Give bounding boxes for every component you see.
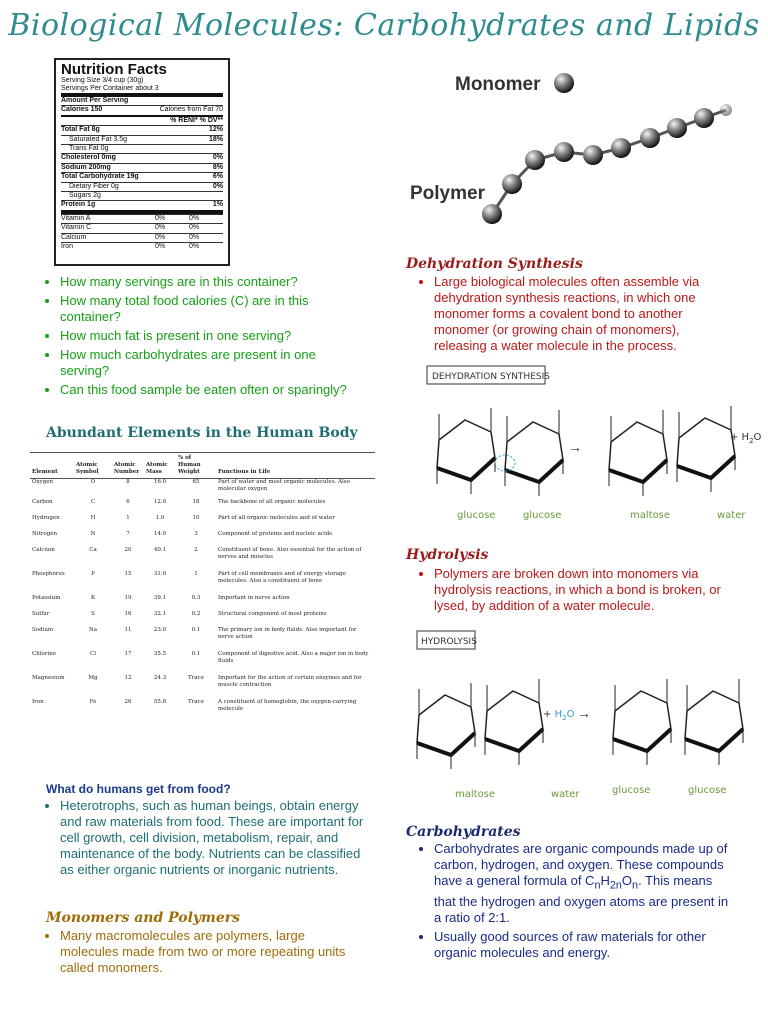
- caption-glucose-1: glucose: [457, 510, 496, 521]
- ring-bold-edge: [613, 729, 671, 751]
- elements-table: [30, 452, 375, 761]
- table-cell: Phosphorus: [32, 570, 65, 577]
- table-cell: Na: [88, 626, 98, 633]
- nutrient-row: Sodium 200mg 8%: [61, 163, 223, 171]
- hydrolysis-heading: Hydrolysis: [406, 547, 489, 563]
- table-cell: K: [90, 594, 96, 601]
- monomers-heading: Monomers and Polymers: [46, 910, 241, 926]
- table-row: [30, 547, 375, 571]
- table-cell: 0.1: [191, 650, 201, 657]
- table-cell: 18: [192, 498, 200, 505]
- table-cell: Part of cell membranes and of energy storage molecules. Also a constituent of bone: [218, 570, 346, 584]
- caption-maltose: maltose: [455, 789, 496, 800]
- table-cell: Potassium: [32, 594, 61, 601]
- reaction-arrow-icon: →: [568, 439, 582, 455]
- table-cell: 2: [194, 546, 198, 553]
- polymer-bead: [502, 174, 522, 194]
- monomers-bullet: • Many macromolecules are polymers, large molecules made from two or more repeating units called monomers.: [60, 928, 358, 976]
- table-row: [30, 611, 375, 627]
- table-cell: 0.1: [191, 626, 201, 633]
- table-header-cell: Functions in Life: [216, 453, 375, 479]
- table-cell: 32.1: [153, 610, 167, 617]
- table-cell: 0.2: [191, 610, 201, 617]
- table-header-cell: Atomic Number: [112, 453, 144, 479]
- vitamin-row: Vitamin A 0% 0%: [61, 214, 223, 223]
- carbohydrates-bullet-2: • Usually good sources of raw materials for other organic molecules and energy.: [434, 929, 732, 961]
- carbohydrates-text: [412, 841, 732, 964]
- table-cell: O: [90, 479, 96, 485]
- question-item: • How much fat is present in one serving?: [60, 328, 358, 344]
- polymer-chain: [482, 104, 732, 224]
- dehydration-diagram: [405, 360, 760, 525]
- table-cell: Trace: [188, 698, 204, 705]
- table-cell: 1.0: [155, 514, 165, 521]
- table-header-cell: Atomic Symbol: [74, 453, 112, 479]
- nutrient-row: Total Carbohydrate 19g 6%: [61, 173, 223, 181]
- amount-per-serving: Amount Per Serving: [61, 93, 223, 105]
- table-cell: 55.8: [153, 698, 167, 705]
- dehydration-heading: Dehydration Synthesis: [406, 256, 583, 272]
- polymer-bead: [611, 138, 631, 158]
- question-item: • How many total food calories (C) are in this container?: [60, 293, 358, 325]
- polymer-bead: [720, 104, 732, 116]
- table-cell: Magnesium: [32, 674, 65, 681]
- ring-bold-edge: [609, 460, 667, 482]
- dv-header: % RENI* % DV**: [61, 115, 223, 125]
- plus-water-text: + $H_2O$: [543, 709, 575, 722]
- table-cell: Important for the action of certain enzymes and for muscle contraction: [218, 674, 362, 688]
- table-cell: Trace: [188, 674, 204, 681]
- table-cell: Important in nerve action: [218, 594, 290, 601]
- table-cell: 35.5: [153, 650, 167, 657]
- vitamin-row: Vitamin C 0% 0%: [61, 223, 223, 232]
- table-cell: 8: [126, 479, 130, 485]
- table-cell: 65: [192, 479, 200, 485]
- dehydration-bullet: • Large biological molecules often assemble via dehydration synthesis reactions, in which one monomer forms a covalent bond to another monomer (or growing chain of monomers), releasing a water molecule in the process.: [434, 274, 732, 354]
- polymer-bead: [667, 118, 687, 138]
- table-cell: 1: [126, 514, 130, 521]
- table-cell: Structural component of most proteins: [218, 610, 327, 617]
- table-cell: The primary ion in body fluids. Also important for nerve action: [218, 626, 357, 640]
- table-cell: 6: [126, 498, 130, 505]
- hydrolysis-bullet: • Polymers are broken down into monomers via hydrolysis reactions, in which a bond is broken, or lysed, by addition of a water molecule.: [434, 566, 742, 614]
- food-bullet: • Heterotrophs, such as human beings, obtain energy and raw materials from food. These are important for cell growth, cell division, metabolism, repair, and maintenance of the body. Nutrients can be classified as either organic nutrients or inorganic nutrients.: [60, 798, 368, 878]
- nutrition-facts-label: [54, 58, 230, 266]
- table-row: [30, 571, 375, 595]
- food-heading: What do humans get from food?: [46, 782, 231, 796]
- nutrition-heading: Nutrition Facts: [61, 61, 167, 78]
- monomer-label: Monomer: [455, 74, 541, 95]
- ring-bold-edge: [685, 729, 743, 751]
- hydrolysis-diagram: [405, 625, 760, 805]
- table-cell: 1: [194, 570, 198, 577]
- table-cell: S: [91, 610, 95, 617]
- table-row: [30, 595, 375, 611]
- dehydration-label: DEHYDRATION SYNTHESIS: [432, 372, 550, 382]
- table-cell: Nitrogen: [32, 530, 58, 537]
- question-item: • Can this food sample be eaten often or sparingly?: [60, 382, 358, 398]
- ring-bold-edge: [417, 733, 475, 755]
- table-cell: N: [90, 530, 96, 537]
- table-cell: 12: [124, 674, 132, 681]
- plus-water-text: + $H_2O$: [730, 432, 762, 445]
- table-cell: Sodium: [32, 626, 54, 633]
- carbohydrates-heading: Carbohydrates: [406, 824, 521, 840]
- table-cell: P: [91, 570, 95, 577]
- page-title: Biological Molecules: Carbohydrates and Lipids: [8, 8, 760, 43]
- food-text: [38, 798, 368, 881]
- table-cell: Mg: [88, 674, 98, 681]
- caption-glucose-2: glucose: [688, 785, 727, 796]
- vitamin-row: Iron 0% 0%: [61, 242, 223, 251]
- dehydration-text: [412, 274, 732, 357]
- table-cell: 16.0: [153, 479, 167, 485]
- table-cell: 17: [124, 650, 132, 657]
- question-list: [38, 274, 358, 401]
- hydrolysis-text: [412, 566, 742, 617]
- caption-maltose: maltose: [630, 510, 671, 521]
- table-cell: Iron: [32, 698, 44, 705]
- serving-size: Serving Size 3/4 cup (30g): [61, 77, 144, 84]
- table-cell: A constituent of hemoglobin, the oxygen-carrying molecule: [218, 698, 357, 712]
- table-cell: 31.0: [153, 570, 167, 577]
- table-header-cell: % of Human Weight: [176, 453, 216, 479]
- table-cell: 15: [124, 570, 132, 577]
- monomer-polymer-diagram: [400, 56, 750, 256]
- nutrient-row: Total Fat 8g 12%: [61, 126, 223, 134]
- table-header-cell: Atomic Mass: [144, 453, 176, 479]
- nutrient-row: Protein 1g 1%: [61, 201, 223, 209]
- table-row: [30, 675, 375, 699]
- calories-row: Calories 150 Calories from Fat 70: [61, 106, 223, 114]
- table-cell: 26: [124, 698, 132, 705]
- table-cell: 39.1: [153, 594, 167, 601]
- question-item: • How much carbohydrates are present in one serving?: [60, 347, 358, 379]
- ring-bold-edge: [505, 460, 563, 482]
- carbohydrates-bullet-1: • Carbohydrates are organic compounds made up of carbon, hydrogen, and oxygen. These compounds have a general formula of $C_nH_{2n}O_n$. This means that the hydrogen and oxygen atoms are present in a ratio of 2:1.: [434, 841, 732, 926]
- table-cell: 23.0: [153, 626, 167, 633]
- servings-per-container: Servings Per Container about 3: [61, 85, 159, 92]
- ring-bold-edge: [437, 458, 495, 480]
- table-cell: 0.3: [191, 594, 201, 601]
- table-cell: Component of proteins and nucleic acids: [218, 530, 333, 537]
- table-cell: Part of all organic molecules and of water: [218, 514, 335, 521]
- table-cell: Ca: [89, 546, 97, 553]
- caption-glucose-1: glucose: [612, 785, 651, 796]
- ring-bold-edge: [677, 456, 735, 478]
- table-cell: 10: [192, 514, 200, 521]
- table-cell: Calcium: [32, 546, 55, 553]
- polymer-bead: [525, 150, 545, 170]
- table-cell: C: [90, 498, 96, 505]
- nutrient-rows: [61, 125, 223, 210]
- table-cell: 3: [194, 530, 198, 537]
- table-row: [30, 499, 375, 515]
- table-cell: Constituent of bone. Also essential for the action of nerves and muscles: [218, 546, 362, 560]
- nutrient-row: Trans Fat 0g: [61, 144, 223, 153]
- table-cell: Cl: [90, 650, 96, 657]
- table-cell: 40.1: [153, 546, 167, 553]
- monomers-text: [38, 928, 358, 979]
- table-cell: 12.0: [153, 498, 167, 505]
- reaction-arrow-icon: →: [577, 705, 591, 721]
- vitamin-rows: [61, 214, 223, 252]
- table-cell: 20: [124, 546, 132, 553]
- nutrient-row: Dietary Fiber 0g 0%: [61, 182, 223, 191]
- table-cell: Part of water and most organic molecules. Also molecular oxygen: [218, 479, 350, 492]
- table-cell: Component of digestive acid. Also a major ion in body fluids: [218, 650, 369, 664]
- table-row: [30, 627, 375, 651]
- table-cell: Oxygen: [32, 479, 54, 485]
- table-row: [30, 651, 375, 675]
- polymer-bead: [694, 108, 714, 128]
- caption-water: water: [551, 789, 580, 800]
- table-cell: Carbon: [32, 498, 53, 505]
- table-row: [30, 479, 375, 499]
- ring-bold-edge: [485, 729, 543, 751]
- caption-glucose-2: glucose: [523, 510, 562, 521]
- hydrolysis-label: HYDROLYSIS: [421, 637, 477, 647]
- table-row: [30, 515, 375, 531]
- polymer-bead: [554, 142, 574, 162]
- table-cell: 19: [124, 594, 132, 601]
- table-header-cell: Element: [30, 453, 74, 479]
- question-item: • How many servings are in this container?: [60, 274, 358, 290]
- nutrient-row: Saturated Fat 3.5g 18%: [61, 135, 223, 144]
- table-cell: 7: [126, 530, 130, 537]
- table-cell: Sulfur: [32, 610, 50, 617]
- table-cell: Fe: [89, 698, 97, 705]
- table-cell: Chlorine: [32, 650, 57, 657]
- table-row: [30, 699, 375, 723]
- table-cell: 16: [124, 610, 132, 617]
- elements-heading: Abundant Elements in the Human Body: [46, 425, 358, 441]
- polymer-bead: [583, 145, 603, 165]
- table-row: [30, 531, 375, 547]
- table-cell: H: [90, 514, 96, 521]
- monomer-bead: [554, 73, 574, 93]
- table-cell: Hydrogen: [32, 514, 60, 521]
- vitamin-row: Calcium 0% 0%: [61, 233, 223, 242]
- polymer-bead: [482, 204, 502, 224]
- table-cell: The backbone of all organic molecules: [218, 498, 326, 505]
- polymer-bead: [640, 128, 660, 148]
- table-cell: 24.3: [153, 674, 167, 681]
- table-cell: 11: [124, 626, 132, 633]
- polymer-label: Polymer: [410, 183, 485, 204]
- table-cell: 14.0: [153, 530, 167, 537]
- nutrient-row: Sugars 2g: [61, 191, 223, 200]
- nutrient-row: Cholesterol 0mg 0%: [61, 154, 223, 162]
- caption-water: water: [717, 510, 746, 521]
